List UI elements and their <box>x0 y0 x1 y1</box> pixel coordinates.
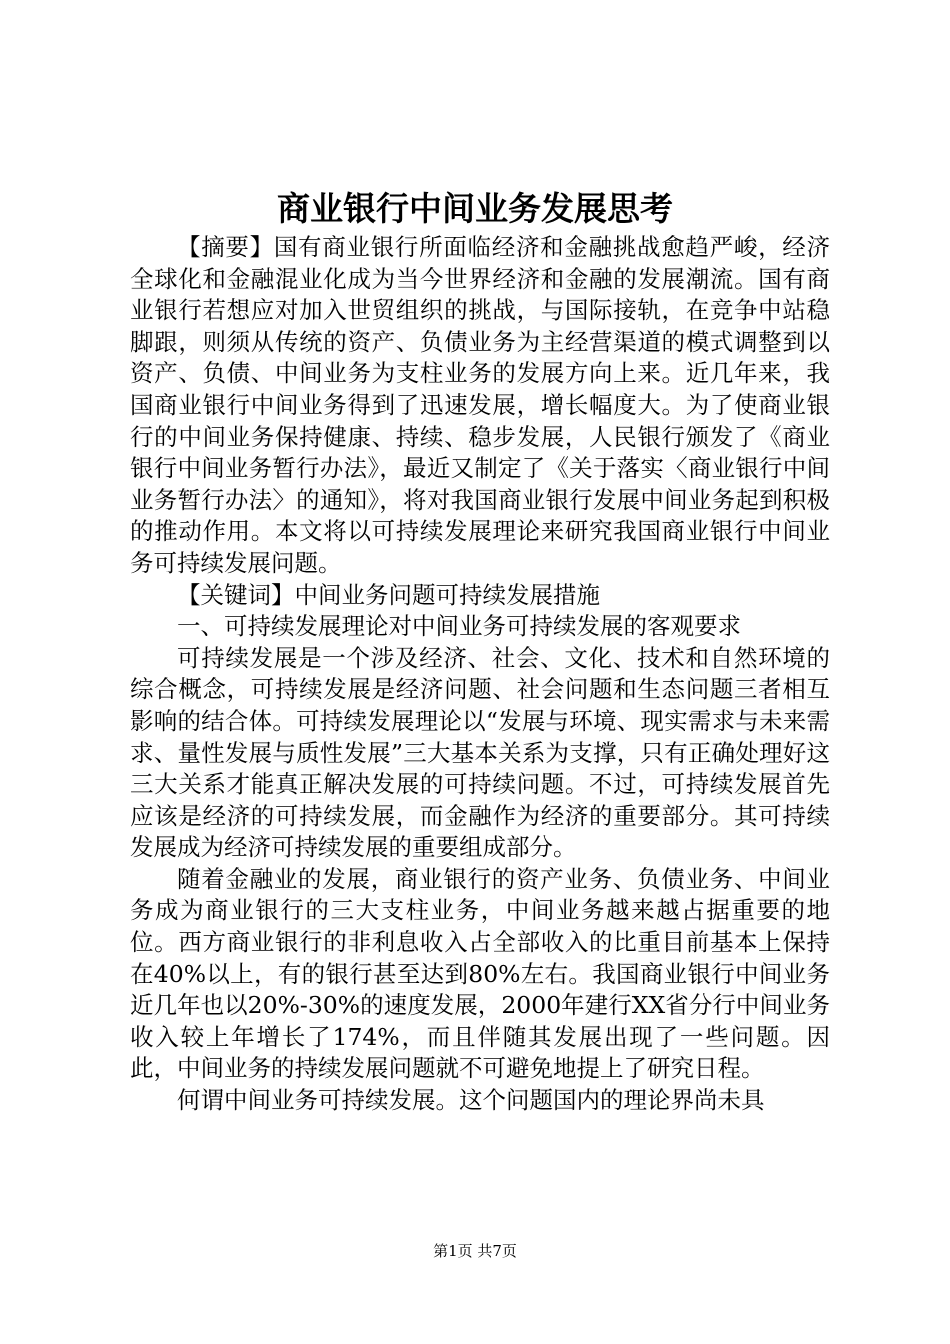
document-body <box>130 232 830 1117</box>
section-heading: 一、可持续发展理论对中间业务可持续发展的客观要求 <box>177 612 741 641</box>
page-footer: 第1页 共7页 <box>433 1242 517 1260</box>
body-paragraph: 何谓中间业务可持续发展。这个问题国内的理论界尚未具 <box>177 1086 765 1115</box>
body-paragraph: 可持续发展是一个涉及经济、社会、文化、技术和自然环境的综合概念，可持续发展是经济问题、社会问题和生态问题三者相互影响的结合体。可持续发展理论以“发展与环境、现实需求与未来需求、量性发展与质性发展”三大基本关系为支撑，只有正确处理好这三大关系才能真正解决发展的可持续问题。不过，可持续发展首先应该是经济的可持续发展，而金融作为经济的重要部分。其可持续发展成为经济可持续发展的重要组成部分。 <box>130 643 830 862</box>
document-title: 商业银行中间业务发展思考 <box>277 189 673 228</box>
abstract-paragraph: 【摘要】国有商业银行所面临经济和金融挑战愈趋严峻，经济全球化和金融混业化成为当今世界经济和金融的发展潮流。国有商业银行若想应对加入世贸组织的挑战，与国际接轨，在竞争中站稳脚跟，则须从传统的资产、负债业务为主经营渠道的模式调整到以资产、负债、中间业务为支柱业务的发展方向上来。近几年来，我国商业银行中间业务得到了迅速发展，增长幅度大。为了使商业银行的中间业务保持健康、持续、稳步发展，人民银行颁发了《商业银行中间业务暂行办法》，最近又制定了《关于落实〈商业银行中间业务暂行办法〉的通知》，将对我国商业银行发展中间业务起到积极的推动作用。本文将以可持续发展理论来研究我国商业银行中间业务可持续发展问题。 <box>130 233 830 577</box>
body-paragraph: 随着金融业的发展，商业银行的资产业务、负债业务、中间业务成为商业银行的三大支柱业务，中间业务越来越占据重要的地位。西方商业银行的非利息收入占全部收入的比重目前基本上保持在40%以上，有的银行甚至达到80%左右。我国商业银行中间业务近几年也以20%-30%的速度发展，2000年建行XX省分行中间业务收入较上年增长了174%，而且伴随其发展出现了一些问题。因此，中间业务的持续发展问题就不可避免地提上了研究日程。 <box>130 864 830 1083</box>
keywords-paragraph: 【关键词】中间业务问题可持续发展措施 <box>177 580 600 609</box>
